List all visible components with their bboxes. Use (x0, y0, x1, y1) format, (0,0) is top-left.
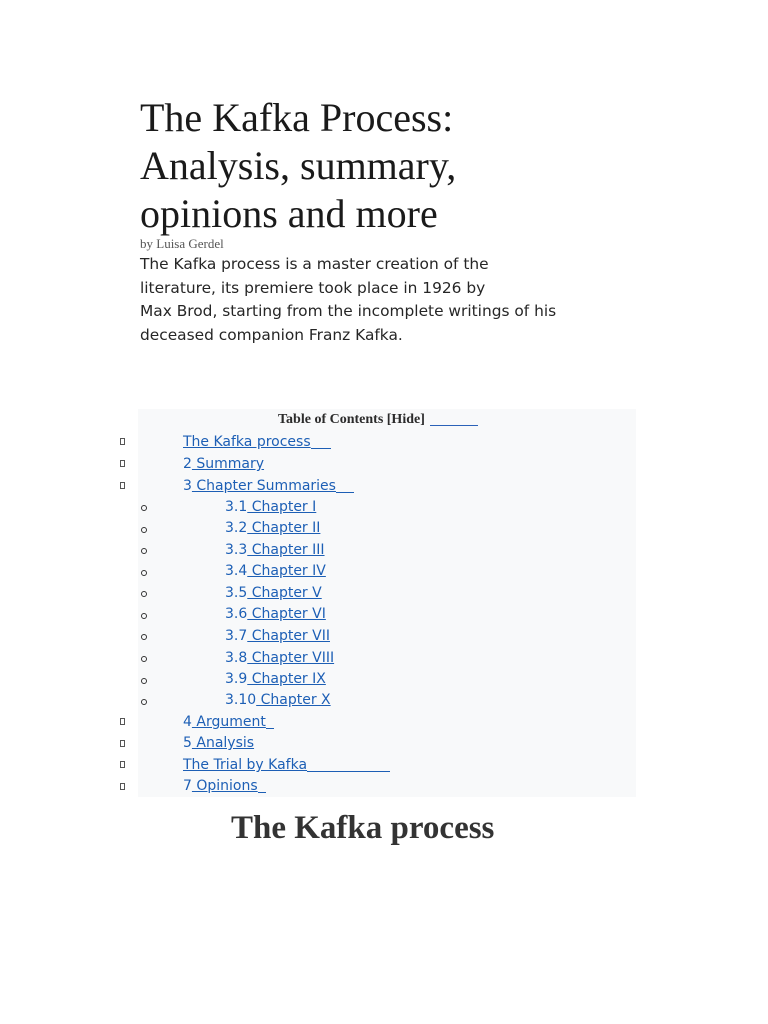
toc-item-number: 3.10 (225, 692, 257, 708)
toc-item-chapter-5[interactable] (225, 584, 322, 602)
toc-item-number: 3.9 (225, 671, 248, 687)
toc-item-chapter-10[interactable] (225, 691, 331, 709)
toc-title[interactable] (278, 411, 478, 429)
toc-item-number: 3.8 (225, 650, 248, 666)
toc-item-number: 4 (183, 714, 192, 730)
circle-bullet-icon (141, 548, 147, 554)
toc-item-label: Argument (191, 714, 266, 730)
intro-line: literature, its premiere took place in 1926 by (140, 278, 486, 297)
toc-item-number: 3.4 (225, 563, 248, 579)
circle-bullet-icon (141, 591, 147, 597)
toc-item-number: 3.6 (225, 606, 248, 622)
square-bullet-icon (120, 740, 125, 747)
toc-item-label: Chapter IV (247, 563, 326, 579)
square-bullet-icon (120, 761, 125, 768)
toc-title-underline (430, 424, 478, 426)
toc-item-underline (307, 770, 390, 772)
circle-bullet-icon (141, 527, 147, 533)
toc-item-label: Chapter X (256, 692, 331, 708)
toc-item-label: The Trial by Kafka (183, 757, 308, 773)
square-bullet-icon (120, 783, 125, 790)
toc-item-number: 3.1 (225, 499, 248, 515)
toc-item-chapter-summaries[interactable] (183, 477, 354, 495)
toc-item-underline (336, 491, 354, 493)
article-title-line: The Kafka Process: (140, 95, 454, 140)
toc-item-chapter-2[interactable] (225, 519, 320, 537)
toc-item-label: Opinions (191, 778, 258, 794)
intro-line: The Kafka process is a master creation of the (140, 255, 489, 273)
toc-item-chapter-6[interactable] (225, 605, 326, 623)
square-bullet-icon (120, 438, 125, 445)
toc-item-number: 3 (183, 478, 192, 494)
article-title (140, 94, 660, 238)
toc-item-number: 3.7 (225, 628, 248, 644)
toc-item-underline (266, 727, 274, 729)
toc-item-trial-by-kafka[interactable] (183, 756, 390, 774)
toc-item-number: 7 (183, 778, 192, 794)
toc-item-analysis[interactable] (183, 734, 254, 752)
toc-item-chapter-1[interactable] (225, 498, 316, 516)
circle-bullet-icon (141, 634, 147, 640)
toc-item-argument[interactable] (183, 713, 274, 731)
toc-item-chapter-4[interactable] (225, 562, 326, 580)
article-title-line: Analysis, summary, (140, 143, 457, 188)
toc-item-label: Summary (191, 456, 265, 472)
toc-item-label: Chapter IX (247, 671, 326, 687)
circle-bullet-icon (141, 678, 147, 684)
circle-bullet-icon (141, 505, 147, 511)
circle-bullet-icon (141, 699, 147, 705)
toc-item-number: 3.5 (225, 585, 248, 601)
toc-item-label: Analysis (191, 735, 255, 751)
toc-item-chapter-8[interactable] (225, 649, 334, 667)
square-bullet-icon (120, 460, 125, 467)
circle-bullet-icon (141, 656, 147, 662)
toc-item-number: 3.2 (225, 520, 248, 536)
intro-line: deceased companion Franz Kafka. (140, 325, 403, 344)
square-bullet-icon (120, 482, 125, 489)
toc-item-underline (258, 791, 266, 793)
toc-item-label: Chapter Summaries (191, 478, 336, 494)
toc-item-number: 2 (183, 456, 192, 472)
toc-item-opinions[interactable] (183, 777, 266, 795)
toc-item-chapter-7[interactable] (225, 627, 330, 645)
article-byline: by Luisa Gerdel (140, 236, 224, 251)
toc-item-chapter-3[interactable] (225, 541, 325, 559)
toc-item-label: Chapter II (247, 520, 321, 536)
article-title-line: opinions and more (140, 191, 438, 236)
intro-paragraph (140, 253, 590, 347)
toc-item-label: The Kafka process (183, 434, 311, 450)
circle-bullet-icon (141, 613, 147, 619)
square-bullet-icon (120, 718, 125, 725)
toc-item-number: 3.3 (225, 542, 248, 558)
toc-item-label: Chapter I (247, 499, 317, 515)
toc-item-chapter-9[interactable] (225, 670, 326, 688)
toc-title-text: Table of Contents [Hide] (278, 412, 425, 427)
intro-line: Max Brod, starting from the incomplete writings of his (140, 302, 557, 320)
toc-item-label: Chapter VII (247, 628, 330, 644)
toc-item-summary[interactable] (183, 455, 264, 473)
section-heading: The Kafka process (231, 810, 495, 846)
circle-bullet-icon (141, 570, 147, 576)
toc-item-kafka-process[interactable] (183, 433, 331, 451)
toc-item-label: Chapter V (247, 585, 322, 601)
toc-item-number: 5 (183, 735, 192, 751)
toc-item-label: Chapter VI (247, 606, 326, 622)
toc-item-label: Chapter VIII (247, 650, 335, 666)
toc-item-underline (311, 447, 331, 449)
toc-item-label: Chapter III (247, 542, 325, 558)
